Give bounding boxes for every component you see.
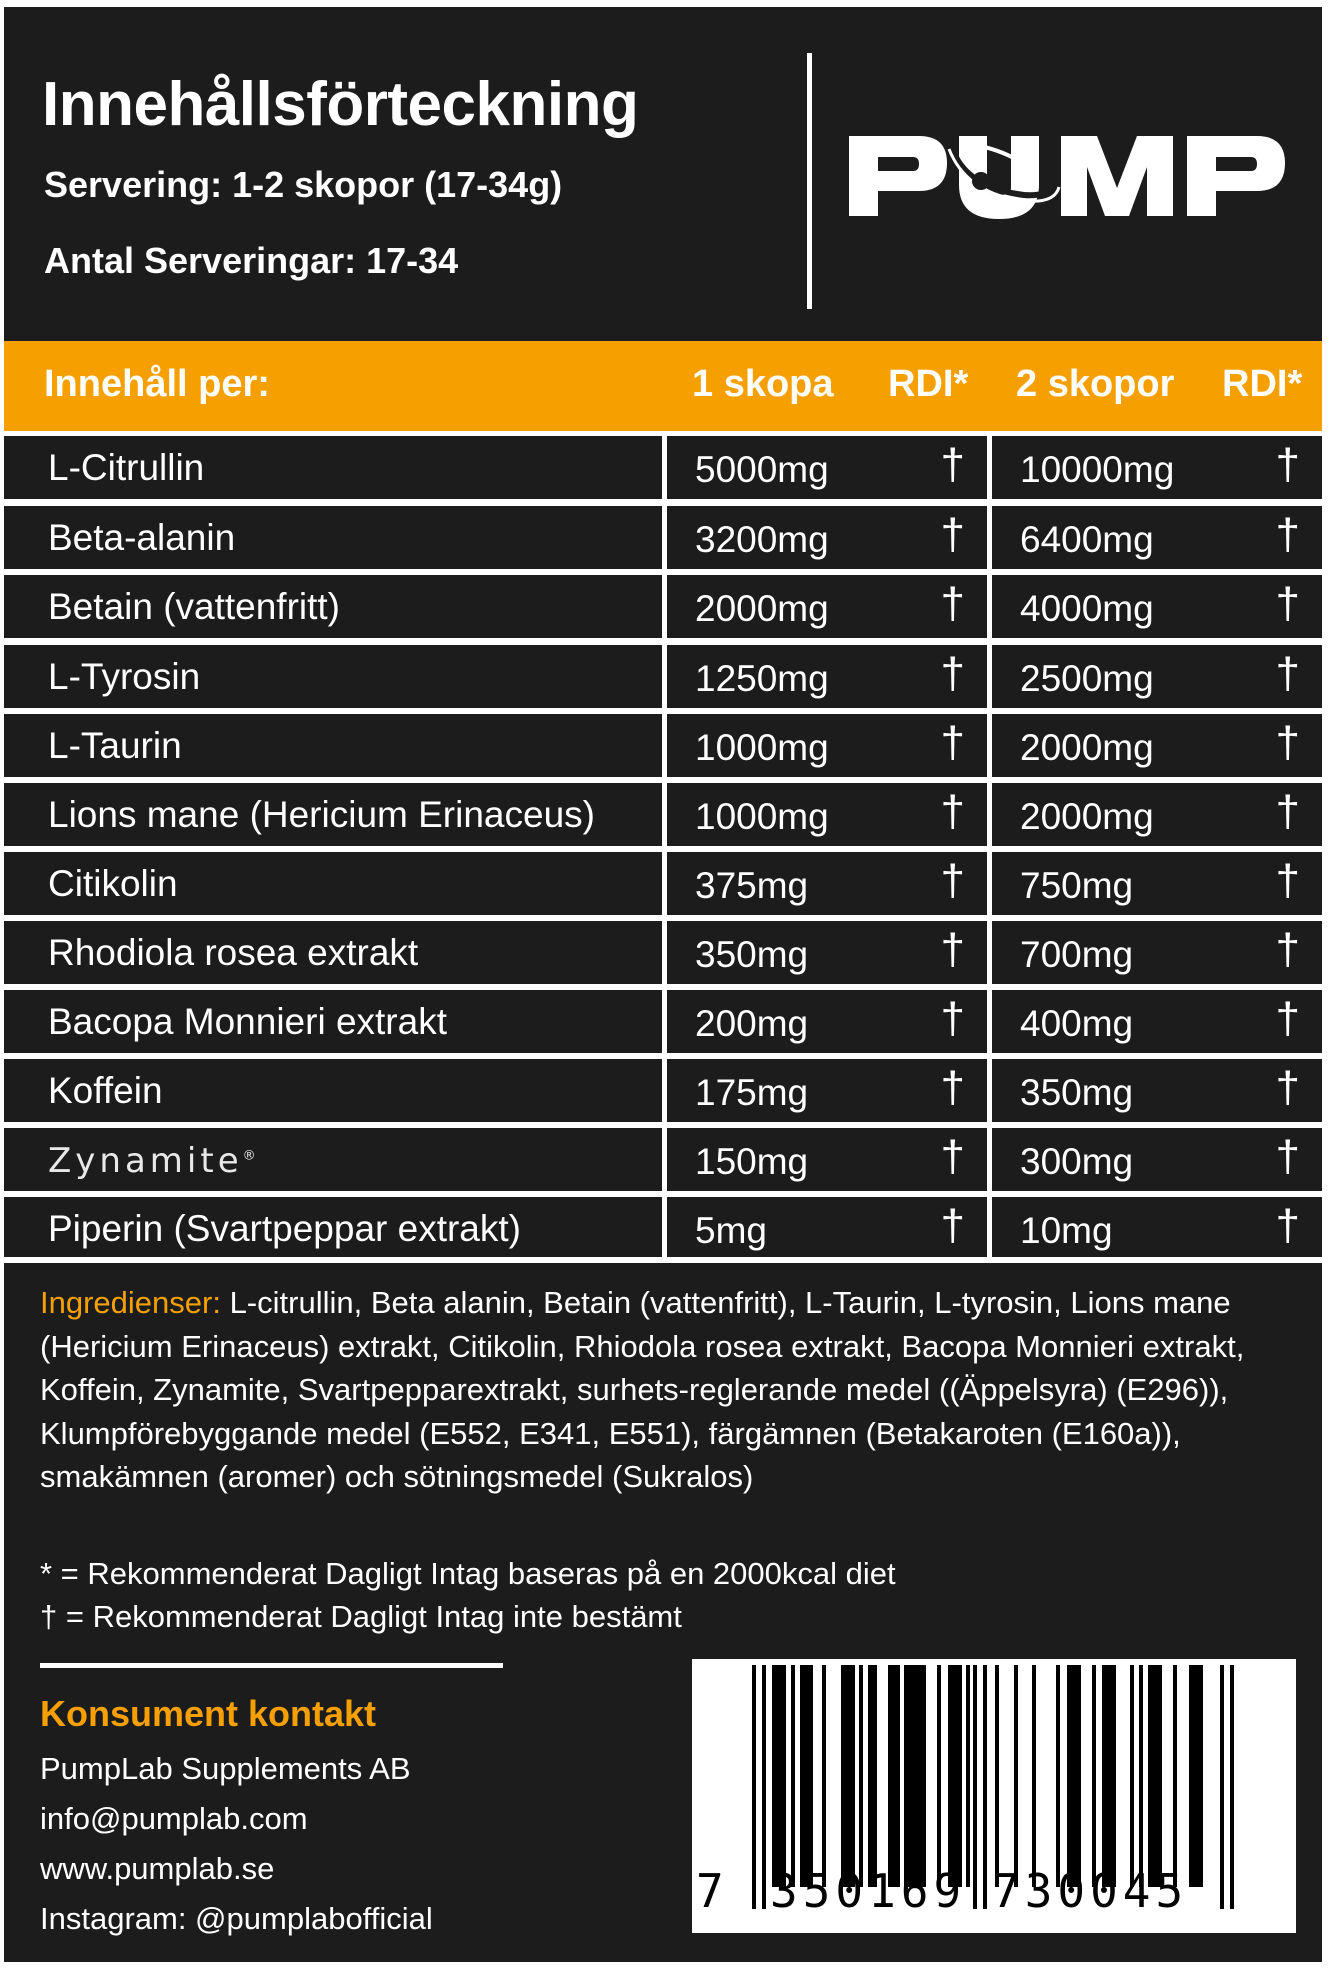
dagger-icon: † <box>940 1132 965 1181</box>
dagger-icon: † <box>940 718 965 767</box>
header-rdi-1: RDI* <box>888 363 969 405</box>
dagger-icon: † <box>1275 718 1300 767</box>
footnote-asterisk: * = Rekommenderat Dagligt Intag baseras på en 2000kcal diet <box>40 1556 896 1591</box>
table-row <box>4 921 1322 984</box>
dagger-icon: † <box>940 440 965 489</box>
table-row <box>4 990 1322 1053</box>
ingredient-name: L-Taurin <box>48 725 182 766</box>
header-panel <box>4 7 1322 341</box>
table-row <box>4 506 1322 569</box>
ingredients-paragraph <box>40 1281 1290 1499</box>
ingredient-name: Citikolin <box>48 863 178 904</box>
dagger-icon: † <box>940 925 965 974</box>
table-row <box>4 436 1322 499</box>
table-row <box>4 575 1322 638</box>
dagger-icon: † <box>1275 510 1300 559</box>
amount-one-scoop: 1000mg <box>695 727 829 768</box>
amount-one-scoop: 150mg <box>695 1141 809 1182</box>
amount-two-scoops: 2000mg <box>1020 796 1154 837</box>
dagger-icon: † <box>940 994 965 1043</box>
amount-one-scoop: 3200mg <box>695 519 829 560</box>
dagger-icon: † <box>940 1063 965 1112</box>
contact-instagram[interactable]: Instagram: @pumplabofficial <box>40 1901 433 1936</box>
ingredient-name: Lions mane (Hericium Erinaceus) <box>48 794 595 835</box>
amount-two-scoops: 4000mg <box>1020 588 1154 629</box>
ingredient-name: Koffein <box>48 1070 163 1111</box>
amount-one-scoop: 1000mg <box>695 796 829 837</box>
ingredient-name: Rhodiola rosea extrakt <box>48 932 419 973</box>
dagger-icon: † <box>1275 649 1300 698</box>
amount-two-scoops: 6400mg <box>1020 519 1154 560</box>
table-row <box>4 852 1322 915</box>
barcode-right-group: 730045 <box>992 1864 1189 1918</box>
table-row <box>4 1128 1322 1191</box>
page-title: Innehållsförteckning <box>42 70 639 139</box>
servings-count: Antal Serveringar: 17-34 <box>44 240 459 281</box>
ingredient-name: L-Tyrosin <box>48 656 201 697</box>
header-two-scoops: 2 skopor <box>1016 363 1175 405</box>
header-rdi-2: RDI* <box>1222 363 1303 405</box>
pump-logo-icon <box>849 133 1289 219</box>
dagger-icon: † <box>1275 440 1300 489</box>
ingredient-name: Piperin (Svartpeppar extrakt) <box>48 1208 521 1249</box>
barcode-first-digit: 7 <box>696 1864 724 1918</box>
table-row <box>4 1197 1322 1257</box>
amount-two-scoops: 350mg <box>1020 1072 1134 1113</box>
header-one-scoop: 1 skopa <box>692 363 834 405</box>
dagger-icon: † <box>940 1201 965 1250</box>
header-divider <box>807 53 812 309</box>
amount-one-scoop: 350mg <box>695 934 809 975</box>
dagger-icon: † <box>1275 856 1300 905</box>
barcode <box>692 1659 1296 1933</box>
amount-two-scoops: 400mg <box>1020 1003 1134 1044</box>
contact-title: Konsument kontakt <box>40 1693 377 1734</box>
dagger-icon: † <box>940 856 965 905</box>
zynamite-logo <box>48 1141 256 1181</box>
dagger-icon: † <box>1275 1063 1300 1112</box>
amount-one-scoop: 5mg <box>695 1210 767 1251</box>
dagger-icon: † <box>1275 787 1300 836</box>
table-row <box>4 714 1322 777</box>
ingredient-name: Bacopa Monnieri extrakt <box>48 1001 447 1042</box>
dagger-icon: † <box>1275 994 1300 1043</box>
amount-one-scoop: 2000mg <box>695 588 829 629</box>
dagger-icon: † <box>940 787 965 836</box>
section-divider <box>40 1663 503 1668</box>
table-header <box>4 341 1322 431</box>
amount-two-scoops: 300mg <box>1020 1141 1134 1182</box>
ingredient-name: L-Citrullin <box>48 447 205 488</box>
footnote-dagger: † = Rekommenderat Dagligt Intag inte bestämt <box>40 1599 682 1634</box>
amount-one-scoop: 175mg <box>695 1072 809 1113</box>
table-row <box>4 783 1322 846</box>
trademark-icon: ® <box>242 1148 256 1164</box>
header-content-per: Innehåll per: <box>44 363 270 405</box>
amount-one-scoop: 375mg <box>695 865 809 906</box>
contact-company: PumpLab Supplements AB <box>40 1751 411 1786</box>
amount-one-scoop: 200mg <box>695 1003 809 1044</box>
barcode-left-group: 350169 <box>770 1864 967 1918</box>
ingredient-name: Zynamite <box>48 1141 243 1181</box>
amount-one-scoop: 1250mg <box>695 658 829 699</box>
ingredients-text: L-citrullin, Beta alanin, Betain (vattenfritt), L-Taurin, L-tyrosin, Lions mane (Hericium Erinaceus) extrakt, Citikolin, Rhiodola rosea extrakt, Bacopa Monnieri extrakt, Koffein, Zynamite, Svartpepparextrakt, surhets-reglerande medel ((Äppelsyra) (E296)), Klumpförebyggande medel (E552, E341, E551), färgämnen (Betakaroten (E160a)), smakämnen (aromer) och sötningsmedel (Sukralos) <box>40 1285 1245 1494</box>
table-row <box>4 645 1322 708</box>
dagger-icon: † <box>940 649 965 698</box>
amount-two-scoops: 2000mg <box>1020 727 1154 768</box>
dagger-icon: † <box>940 510 965 559</box>
dagger-icon: † <box>1275 1132 1300 1181</box>
contact-email[interactable]: info@pumplab.com <box>40 1801 308 1836</box>
contact-website[interactable]: www.pumplab.se <box>40 1851 275 1886</box>
amount-two-scoops: 2500mg <box>1020 658 1154 699</box>
amount-two-scoops: 10mg <box>1020 1210 1113 1251</box>
amount-two-scoops: 10000mg <box>1020 449 1175 490</box>
dagger-icon: † <box>1275 579 1300 628</box>
ingredients-label: Ingredienser: <box>40 1285 221 1320</box>
ingredient-name: Beta-alanin <box>48 517 236 558</box>
ingredient-name: Betain (vattenfritt) <box>48 586 341 627</box>
serving-size: Servering: 1-2 skopor (17-34g) <box>44 164 563 205</box>
amount-two-scoops: 750mg <box>1020 865 1134 906</box>
table-row <box>4 1059 1322 1122</box>
dagger-icon: † <box>1275 925 1300 974</box>
dagger-icon: † <box>1275 1201 1300 1250</box>
amount-two-scoops: 700mg <box>1020 934 1134 975</box>
dagger-icon: † <box>940 579 965 628</box>
info-panel <box>4 1263 1322 1962</box>
amount-one-scoop: 5000mg <box>695 449 829 490</box>
